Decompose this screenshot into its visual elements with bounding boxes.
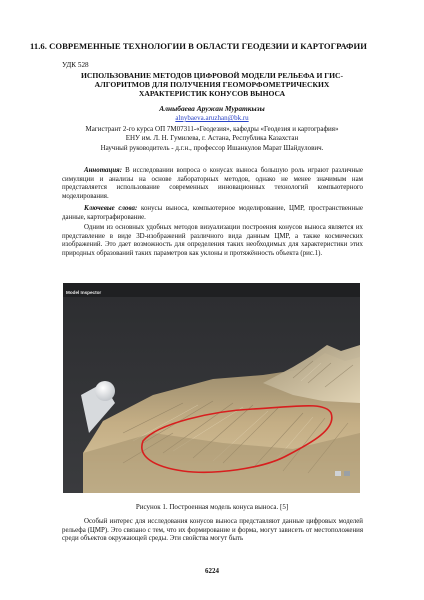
affiliation bbox=[0, 125, 424, 153]
author-name: Алныбаева Аружан Мураткызы bbox=[159, 104, 265, 113]
figure-terrain-model bbox=[63, 283, 360, 493]
abstract-text: В исследовании вопроса о конусах выноса большую роль играют различные симуляции и анализы на основе лабораторных методов, однако не менее значимым нам представляется использование современных инновационных технологий компьютерного моделирования. bbox=[62, 167, 363, 201]
keywords-label: Ключевые слова: bbox=[84, 205, 138, 212]
udk-code: УДК 528 bbox=[62, 61, 89, 69]
page-number: 6224 bbox=[205, 567, 219, 575]
terrain-render bbox=[63, 283, 360, 493]
author-email-link[interactable]: alnybaeva.aruzhan@bk.ru bbox=[175, 114, 249, 122]
keywords-paragraph bbox=[62, 205, 363, 222]
model-inspector-label[interactable]: Model Inspector bbox=[66, 290, 102, 295]
paper-title-line: ИСПОЛЬЗОВАНИЕ МЕТОДОВ ЦИФРОВОЙ МОДЕЛИ РЕЛЬЕФА И ГИС- bbox=[80, 71, 344, 80]
affiliation-line: Магистрант 2-го курса ОП 7M07311-«Геодезия», кафедры «Геодезия и картография» bbox=[85, 125, 339, 133]
keywords-text: конусы выноса, компьютерное моделирование, ЦМР, пространственные данные, картографирование. bbox=[62, 205, 363, 221]
paper-title bbox=[60, 71, 364, 99]
body-paragraph-2: Особый интерес для исследования конусов выноса представляют данные цифровых моделей рельефа (ЦМР). Это связано с тем, что их формирование и форма, могут зависеть от местоположения среди объектов окружающей среды. Эти свойства могут быть bbox=[62, 518, 363, 543]
section-title: 11.6. СОВРЕМЕННЫЕ ТЕХНОЛОГИИ В ОБЛАСТИ ГЕОДЕЗИИ И КАРТОГРАФИИ bbox=[30, 41, 367, 51]
abstract-paragraph bbox=[62, 167, 363, 202]
paper-title-line: ХАРАКТЕРИСТИК КОНУСОВ ВЫНОСА bbox=[138, 89, 286, 99]
body-paragraph-1: Одним из основных удобных методов визуализации построения конусов выноса является их представление в виде 3D-изображений различного вида данным ЦМР, а также космических изображений. Это дает возможность для определения таких необходимых для характеристики этих природных образований таких параметров как уклоны и протяжённость объекта (рис.1). bbox=[62, 224, 363, 258]
figure-caption: Рисунок 1. Построенная модель конуса выноса. [5] bbox=[135, 503, 289, 511]
paper-title-line: АЛГОРИТМОВ ДЛЯ ПОЛУЧЕНИЯ ГЕОМОРФОМЕТРИЧЕСКИХ bbox=[94, 80, 330, 90]
affiliation-line: Научный руководитель - д.г.н., профессор Ишанкулов Марат Шайдулович. bbox=[100, 143, 324, 152]
abstract-label: Аннотация: bbox=[84, 167, 123, 174]
affiliation-line: ЕНУ им. Л. Н. Гумилева, г. Астана, Республика Казахстан bbox=[125, 134, 299, 143]
